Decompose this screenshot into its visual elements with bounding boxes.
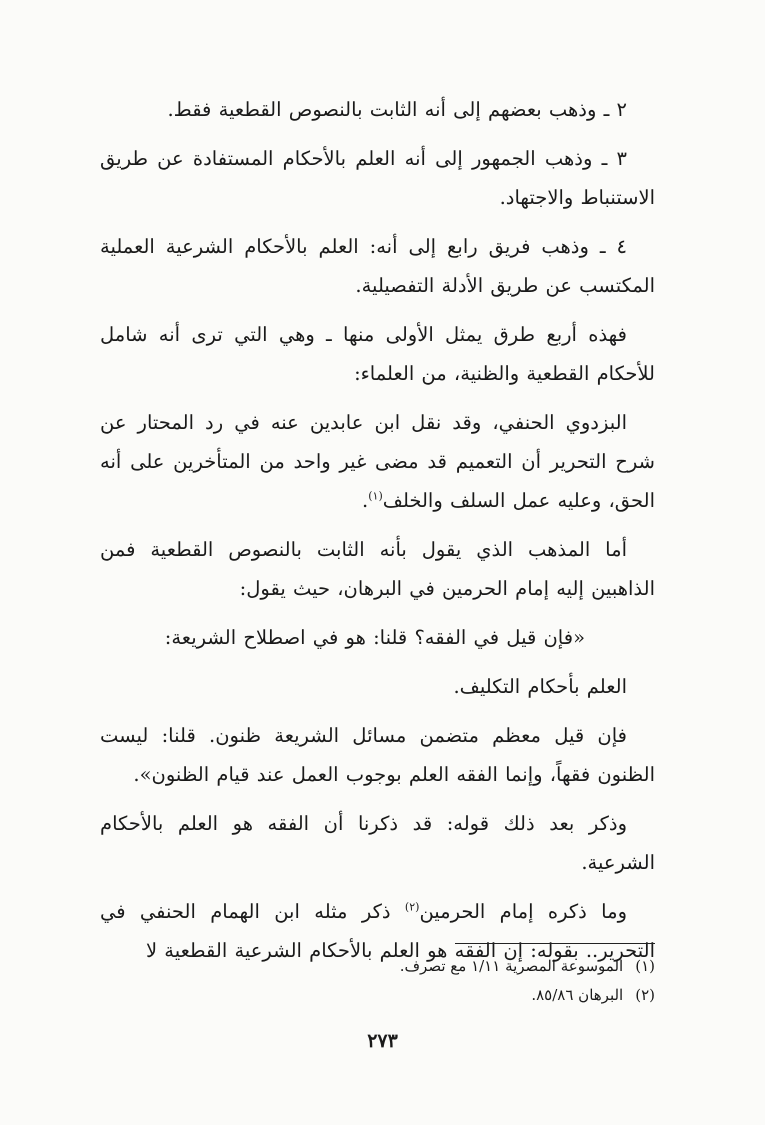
footnote-2-text: البرهان ٨٥/٨٦. bbox=[531, 986, 624, 1004]
paragraph-6: أما المذهب الذي يقول بأنه الثابت بالنصوص القطعية فمن الذاهبين إليه إمام الحرمين في البرهان، حيث يقول: bbox=[100, 538, 655, 600]
paragraph-2: ٣ ـ وذهب الجمهور إلى أنه العلم بالأحكام المستفادة عن طريق الاستنباط والاجتهاد. bbox=[100, 147, 655, 209]
paragraph-5-tail: . bbox=[362, 489, 369, 512]
paragraph-10: وذكر بعد ذلك قوله: قد ذكرنا أن الفقه هو العلم بالأحكام الشرعية. bbox=[100, 812, 655, 874]
footnote-2-number: (٢) bbox=[635, 986, 655, 1004]
page-body bbox=[100, 90, 655, 980]
paragraph-5-text: البزدوي الحنفي، وقد نقل ابن عابدين عنه في رد المحتار عن شرح التحرير أن التعميم قد مضى غير واحد من المتأخرين على أنه الحق، وعليه عمل السلف والخلف bbox=[100, 411, 655, 512]
paragraph-9: فإن قيل معظم متضمن مسائل الشريعة ظنون. قلنا: ليست الظنون فقهاً، وإنما الفقه العلم بوجوب العمل عند قيام الظنون». bbox=[100, 724, 655, 786]
footnote-1 bbox=[155, 952, 655, 981]
page-number: ٢٧٣ bbox=[367, 1030, 398, 1052]
footnote-ref-1: (١) bbox=[368, 489, 383, 503]
paragraph-5 bbox=[100, 403, 655, 520]
paragraph-1: ٢ ـ وذهب بعضهم إلى أنه الثابت بالنصوص القطعية فقط. bbox=[167, 98, 627, 121]
paragraph-11-text-a: وما ذكره إمام الحرمين bbox=[419, 900, 627, 923]
footnote-divider bbox=[455, 943, 655, 944]
paragraph-3: ٤ ـ وذهب فريق رابع إلى أنه: العلم بالأحكام الشرعية العملية المكتسب عن طريق الأدلة التفصيلية. bbox=[100, 235, 655, 297]
footnote-1-text: الموسوعة المصرية ١/١١ مع تصرف. bbox=[399, 957, 624, 975]
footnote-2 bbox=[155, 981, 655, 1010]
footnote-1-number: (١) bbox=[635, 957, 655, 975]
paragraph-11-text-b: ذكر مثله ابن الهمام الحنفي في التحرير.. بقوله: إن الفقه هو العلم بالأحكام الشرعية القطعية لا bbox=[100, 900, 655, 962]
footnote-ref-2: (٢) bbox=[404, 900, 420, 914]
paragraph-4: فهذه أربع طرق يمثل الأولى منها ـ وهي التي ترى أنه شامل للأحكام القطعية والظنية، من العلماء: bbox=[100, 323, 655, 385]
quote-line-2: العلم بأحكام التكليف. bbox=[453, 675, 627, 698]
quote-line-1: «فإن قيل في الفقه؟ قلنا: هو في اصطلاح الشريعة: bbox=[164, 626, 585, 649]
footnotes bbox=[155, 952, 655, 1010]
